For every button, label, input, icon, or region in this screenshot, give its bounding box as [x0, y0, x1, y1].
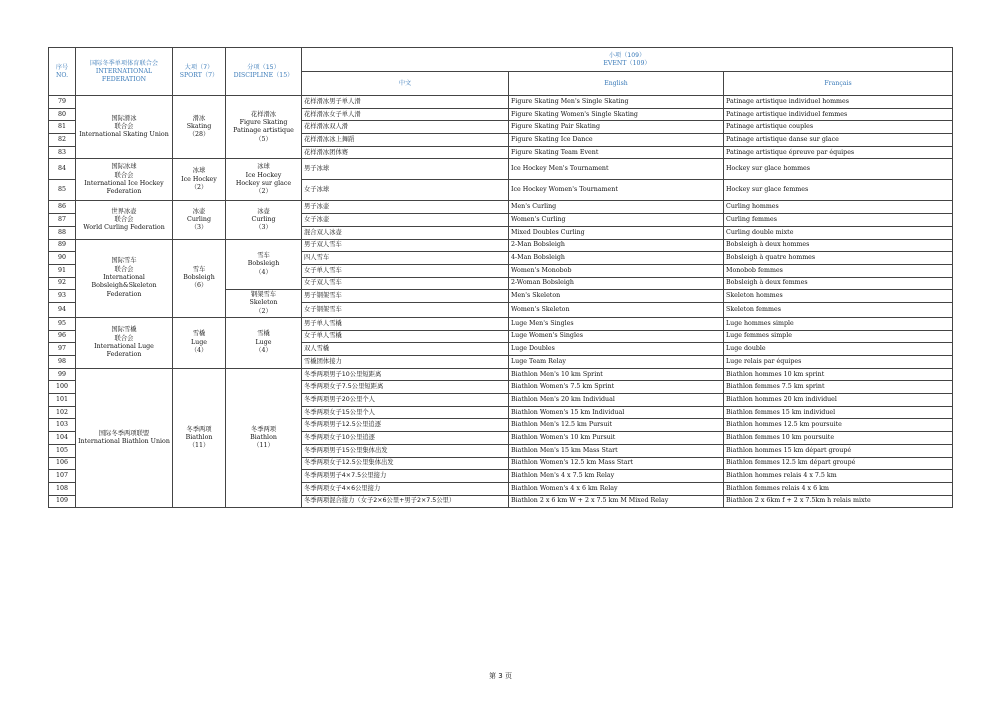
event-number: 79: [49, 96, 76, 109]
event-number: 86: [49, 201, 76, 214]
event-name-french: Biathlon hommes 15 km départ groupé: [724, 444, 953, 457]
federation-cell: [76, 159, 173, 201]
event-name-english: Biathlon Women's 12.5 km Mass Start: [509, 457, 724, 470]
event-name-french: Biathlon femmes 12.5 km départ groupé: [724, 457, 953, 470]
event-name-french: Patinage artistique couples: [724, 121, 953, 134]
event-name-chinese: 冬季两项女子4×6公里接力: [302, 482, 509, 495]
sport-line: 冰壶: [192, 207, 206, 215]
sport-cell: [173, 368, 226, 508]
discipline-line: （3）: [255, 224, 272, 232]
federation-line: International Luge Federation: [94, 342, 154, 359]
events-table: [48, 47, 953, 508]
event-number: 101: [49, 394, 76, 407]
event-number: 99: [49, 368, 76, 381]
sport-line: 滑冰: [192, 114, 206, 122]
header-french: Français: [724, 72, 953, 96]
discipline-line: 钢架雪车: [250, 291, 277, 299]
event-name-english: 2-Man Bobsleigh: [509, 239, 724, 252]
event-name-english: Figure Skating Team Event: [509, 146, 724, 159]
discipline-line: 冰壶: [257, 207, 270, 215]
event-name-french: Biathlon femmes 7.5 km sprint: [724, 381, 953, 394]
event-name-french: Luge double: [724, 343, 953, 356]
event-name-english: Biathlon Women's 4 x 6 km Relay: [509, 482, 724, 495]
event-name-french: Biathlon femmes 10 km poursuite: [724, 432, 953, 445]
table-row: [49, 159, 953, 180]
event-name-chinese: 冬季两项混合接力（女子2×6公里+男子2×7.5公里）: [302, 495, 509, 508]
header-discipline-cn: 分项（15）: [247, 63, 280, 71]
event-name-french: Monobob femmes: [724, 264, 953, 277]
event-name-english: Women's Curling: [509, 214, 724, 227]
header-federation: [76, 48, 173, 96]
header-discipline-en: DISCIPLINE（15）: [233, 71, 294, 79]
event-name-english: 4-Man Bobsleigh: [509, 252, 724, 265]
federation-line: World Curling Federation: [83, 224, 165, 232]
event-name-english: Figure Skating Pair Skating: [509, 121, 724, 134]
event-number: 92: [49, 277, 76, 290]
discipline-line: 花样滑冰: [250, 110, 277, 118]
table-row: [49, 239, 953, 252]
discipline-line: Hockey sur glace: [235, 179, 292, 187]
header-event: [302, 48, 953, 72]
discipline-cell: [226, 317, 302, 368]
event-name-french: Hockey sur glace hommes: [724, 159, 953, 180]
discipline-line: 雪车: [257, 251, 270, 259]
header-federation-cn: 国际冬季单项体育联合会: [89, 59, 159, 67]
event-number: 105: [49, 444, 76, 457]
event-name-chinese: 男子冰壶: [302, 201, 509, 214]
event-name-chinese: 女子冰球: [302, 180, 509, 201]
table-row: [49, 201, 953, 214]
event-name-chinese: 花样滑冰男子单人滑: [302, 96, 509, 109]
event-number: 87: [49, 214, 76, 227]
event-number: 93: [49, 290, 76, 303]
event-number: 109: [49, 495, 76, 508]
event-name-chinese: 花样滑冰女子单人滑: [302, 108, 509, 121]
event-name-chinese: 男子单人雪橇: [302, 317, 509, 330]
event-name-chinese: 男子钢架雪车: [302, 290, 509, 303]
event-name-chinese: 冬季两项男子12.5公里追逐: [302, 419, 509, 432]
event-name-english: Ice Hockey Men's Tournament: [509, 159, 724, 180]
event-name-english: Biathlon Women's 10 km Pursuit: [509, 432, 724, 445]
event-name-french: Luge relais par équipes: [724, 356, 953, 369]
event-name-chinese: 男子冰球: [302, 159, 509, 180]
sport-line: （3）: [190, 224, 208, 232]
event-name-english: Biathlon Men's 10 km Sprint: [509, 368, 724, 381]
header-event-en: EVENT（109）: [603, 59, 651, 67]
discipline-line: Biathlon: [250, 433, 277, 441]
sport-cell: [173, 317, 226, 368]
event-name-french: Bobsleigh à deux hommes: [724, 239, 953, 252]
event-number: 89: [49, 239, 76, 252]
event-name-french: Biathlon femmes 15 km individuel: [724, 406, 953, 419]
discipline-line: Curling: [251, 215, 276, 223]
federation-line: 联合会: [114, 123, 134, 131]
header-event-cn: 小项（109）: [608, 51, 646, 59]
event-number: 88: [49, 226, 76, 239]
sport-line: Ice Hockey: [181, 175, 217, 183]
event-name-chinese: 女子单人雪橇: [302, 330, 509, 343]
event-name-chinese: 女子冰壶: [302, 214, 509, 227]
sport-line: 雪车: [192, 265, 206, 273]
discipline-line: 冬季两项: [250, 425, 277, 433]
event-name-english: Biathlon Women's 15 km Individual: [509, 406, 724, 419]
discipline-cell: [226, 96, 302, 159]
event-name-french: Curling femmes: [724, 214, 953, 227]
discipline-cell: [226, 368, 302, 508]
event-name-chinese: 花样滑冰双人滑: [302, 121, 509, 134]
event-name-french: Biathlon femmes relais 4 x 6 km: [724, 482, 953, 495]
sport-line: （6）: [190, 282, 208, 290]
event-name-english: Men's Curling: [509, 201, 724, 214]
federation-line: 国际雪车: [111, 257, 137, 265]
event-name-english: Women's Monobob: [509, 264, 724, 277]
event-number: 91: [49, 264, 76, 277]
discipline-line: Bobsleigh: [247, 260, 280, 268]
event-name-chinese: 女子单人雪车: [302, 264, 509, 277]
sport-cell: [173, 159, 226, 201]
federation-line: 联合会: [114, 334, 134, 342]
event-number: 80: [49, 108, 76, 121]
federation-cell: [76, 239, 173, 317]
event-number: 94: [49, 302, 76, 317]
federation-line: International Biathlon Union: [78, 437, 170, 445]
federation-line: Bobsleigh&Skeleton Federation: [91, 282, 157, 298]
event-name-english: Luge Team Relay: [509, 356, 724, 369]
event-name-french: Biathlon 2 x 6km f + 2 x 7.5km h relais mixte: [724, 495, 953, 508]
event-name-french: Hockey sur glace femmes: [724, 180, 953, 201]
event-name-french: Patinage artistique épreuve par équipes: [724, 146, 953, 159]
event-name-chinese: 男子双人雪车: [302, 239, 509, 252]
federation-line: International Skating Union: [79, 131, 169, 139]
event-name-french: Patinage artistique individuel femmes: [724, 108, 953, 121]
event-name-chinese: 冬季两项男子20公里个人: [302, 394, 509, 407]
sport-line: （11）: [188, 442, 210, 450]
event-name-english: Biathlon 2 x 6 km W + 2 x 7.5 km M Mixed Relay: [509, 495, 724, 508]
event-number: 95: [49, 317, 76, 330]
header-no-cn: 序号: [55, 63, 69, 71]
event-name-chinese: 冬季两项女子15公里个人: [302, 406, 509, 419]
sport-line: Curling: [187, 215, 211, 223]
sport-line: Skating: [186, 123, 212, 131]
sport-cell: [173, 239, 226, 317]
sport-cell: [173, 96, 226, 159]
discipline-line: （4）: [255, 346, 272, 354]
federation-cell: [76, 368, 173, 508]
header-discipline: [226, 48, 302, 96]
event-name-french: Curling hommes: [724, 201, 953, 214]
event-name-english: Biathlon Men's 20 km Individual: [509, 394, 724, 407]
federation-line: 国际雪橇: [111, 326, 137, 334]
federation-line: Federation: [106, 188, 142, 196]
event-name-french: Biathlon hommes 12.5 km poursuite: [724, 419, 953, 432]
table-row: [49, 96, 953, 109]
event-number: 103: [49, 419, 76, 432]
discipline-line: Skeleton: [249, 299, 278, 307]
event-name-french: Biathlon hommes 20 km individuel: [724, 394, 953, 407]
federation-line: 国际滑冰: [111, 114, 137, 122]
federation-line: 世界冰壶: [111, 207, 137, 215]
discipline-cell: [226, 159, 302, 201]
page-number: 第 3 页: [489, 672, 512, 680]
event-number: 90: [49, 252, 76, 265]
event-name-english: Biathlon Men's 4 x 7.5 km Relay: [509, 470, 724, 483]
discipline-line: （4）: [255, 268, 272, 276]
discipline-line: Figure Skating: [239, 118, 288, 126]
event-number: 104: [49, 432, 76, 445]
federation-line: International Ice Hockey: [84, 179, 164, 187]
header-sport-en: SPORT（7）: [179, 71, 219, 79]
header-sport-cn: 大项（7）: [184, 63, 214, 71]
table-row: [49, 368, 953, 381]
event-name-english: Men's Skeleton: [509, 290, 724, 303]
discipline-cell: [226, 239, 302, 290]
event-name-english: Figure Skating Ice Dance: [509, 134, 724, 147]
event-number: 82: [49, 134, 76, 147]
federation-line: 国际冬季两项联盟: [98, 429, 150, 437]
header-federation-en-2: FEDERATION: [101, 75, 147, 83]
event-name-chinese: 花样滑冰团体赛: [302, 146, 509, 159]
event-name-french: Bobsleigh à deux femmes: [724, 277, 953, 290]
event-name-chinese: 混合双人冰壶: [302, 226, 509, 239]
event-name-english: Biathlon Men's 15 km Mass Start: [509, 444, 724, 457]
event-name-french: Bobsleigh à quatre hommes: [724, 252, 953, 265]
discipline-cell: [226, 201, 302, 239]
federation-line: 联合会: [114, 171, 134, 179]
event-name-english: Mixed Doubles Curling: [509, 226, 724, 239]
event-name-chinese: 雪橇团体接力: [302, 356, 509, 369]
table-row: [49, 317, 953, 330]
events-body: [49, 96, 953, 508]
event-number: 97: [49, 343, 76, 356]
discipline-line: （5）: [255, 135, 272, 143]
discipline-line: （11）: [253, 442, 274, 450]
event-name-chinese: 四人雪车: [302, 252, 509, 265]
sport-line: 冬季两项: [186, 425, 212, 433]
event-number: 83: [49, 146, 76, 159]
event-name-french: Biathlon hommes 10 km sprint: [724, 368, 953, 381]
event-name-english: Luge Women's Singles: [509, 330, 724, 343]
event-number: 100: [49, 381, 76, 394]
event-name-french: Luge femmes simple: [724, 330, 953, 343]
header-no-en: NO.: [55, 71, 69, 79]
sport-line: （28）: [188, 131, 210, 139]
federation-line: International: [103, 274, 145, 282]
discipline-cell: [226, 290, 302, 318]
discipline-line: 冰球: [257, 163, 270, 171]
event-name-english: Women's Skeleton: [509, 302, 724, 317]
discipline-line: （2）: [255, 307, 272, 315]
event-name-english: Ice Hockey Women's Tournament: [509, 180, 724, 201]
event-number: 102: [49, 406, 76, 419]
federation-line: 联合会: [114, 215, 134, 223]
header-english: English: [509, 72, 724, 96]
event-name-english: Biathlon Men's 12.5 km Pursuit: [509, 419, 724, 432]
sport-line: 冰球: [192, 167, 206, 175]
event-name-french: Luge hommes simple: [724, 317, 953, 330]
event-name-english: Figure Skating Women's Single Skating: [509, 108, 724, 121]
event-number: 85: [49, 180, 76, 201]
event-name-english: Luge Doubles: [509, 343, 724, 356]
header-no: [49, 48, 76, 96]
discipline-line: 雪橇: [257, 330, 270, 338]
sport-line: （2）: [190, 184, 208, 192]
event-number: 108: [49, 482, 76, 495]
sport-line: 雪橇: [192, 330, 206, 338]
sport-cell: [173, 201, 226, 239]
discipline-line: （2）: [255, 188, 272, 196]
federation-line: 联合会: [114, 265, 134, 273]
discipline-line: Ice Hockey: [245, 171, 282, 179]
event-number: 81: [49, 121, 76, 134]
event-name-french: Skeleton hommes: [724, 290, 953, 303]
event-name-chinese: 花样滑冰冰上舞蹈: [302, 134, 509, 147]
event-number: 96: [49, 330, 76, 343]
header-sport: [173, 48, 226, 96]
event-name-chinese: 冬季两项女子10公里追逐: [302, 432, 509, 445]
event-name-english: Biathlon Women's 7.5 km Sprint: [509, 381, 724, 394]
event-name-chinese: 冬季两项男子10公里短距离: [302, 368, 509, 381]
event-name-english: Figure Skating Men's Single Skating: [509, 96, 724, 109]
event-name-french: Patinage artistique individuel hommes: [724, 96, 953, 109]
event-name-english: 2-Woman Bobsleigh: [509, 277, 724, 290]
federation-cell: [76, 96, 173, 159]
sport-line: （4）: [190, 346, 208, 354]
discipline-line: Luge: [255, 338, 272, 346]
sport-line: Biathlon: [185, 433, 213, 441]
event-name-chinese: 冬季两项男子4×7.5公里接力: [302, 470, 509, 483]
event-name-chinese: 冬季两项男子15公里集体出发: [302, 444, 509, 457]
event-number: 106: [49, 457, 76, 470]
discipline-line: Patinage artistique: [233, 127, 294, 135]
event-name-french: Biathlon hommes relais 4 x 7.5 km: [724, 470, 953, 483]
event-name-french: Skeleton femmes: [724, 302, 953, 317]
event-name-chinese: 冬季两项女子12.5公里集体出发: [302, 457, 509, 470]
event-name-chinese: 冬季两项女子7.5公里短距离: [302, 381, 509, 394]
header-federation-en-1: INTERNATIONAL: [95, 67, 153, 75]
federation-cell: [76, 201, 173, 239]
sport-line: Luge: [191, 338, 207, 346]
event-name-english: Luge Men's Singles: [509, 317, 724, 330]
federation-cell: [76, 317, 173, 368]
header-chinese: 中文: [302, 72, 509, 96]
federation-line: 国际冰球: [111, 163, 137, 171]
event-name-french: Patinage artistique danse sur glace: [724, 134, 953, 147]
event-number: 84: [49, 159, 76, 180]
event-number: 107: [49, 470, 76, 483]
event-name-chinese: 双人雪橇: [302, 343, 509, 356]
event-name-chinese: 女子钢架雪车: [302, 302, 509, 317]
event-name-french: Curling double mixte: [724, 226, 953, 239]
event-name-chinese: 女子双人雪车: [302, 277, 509, 290]
sport-line: Bobsleigh: [183, 274, 215, 282]
event-number: 98: [49, 356, 76, 369]
